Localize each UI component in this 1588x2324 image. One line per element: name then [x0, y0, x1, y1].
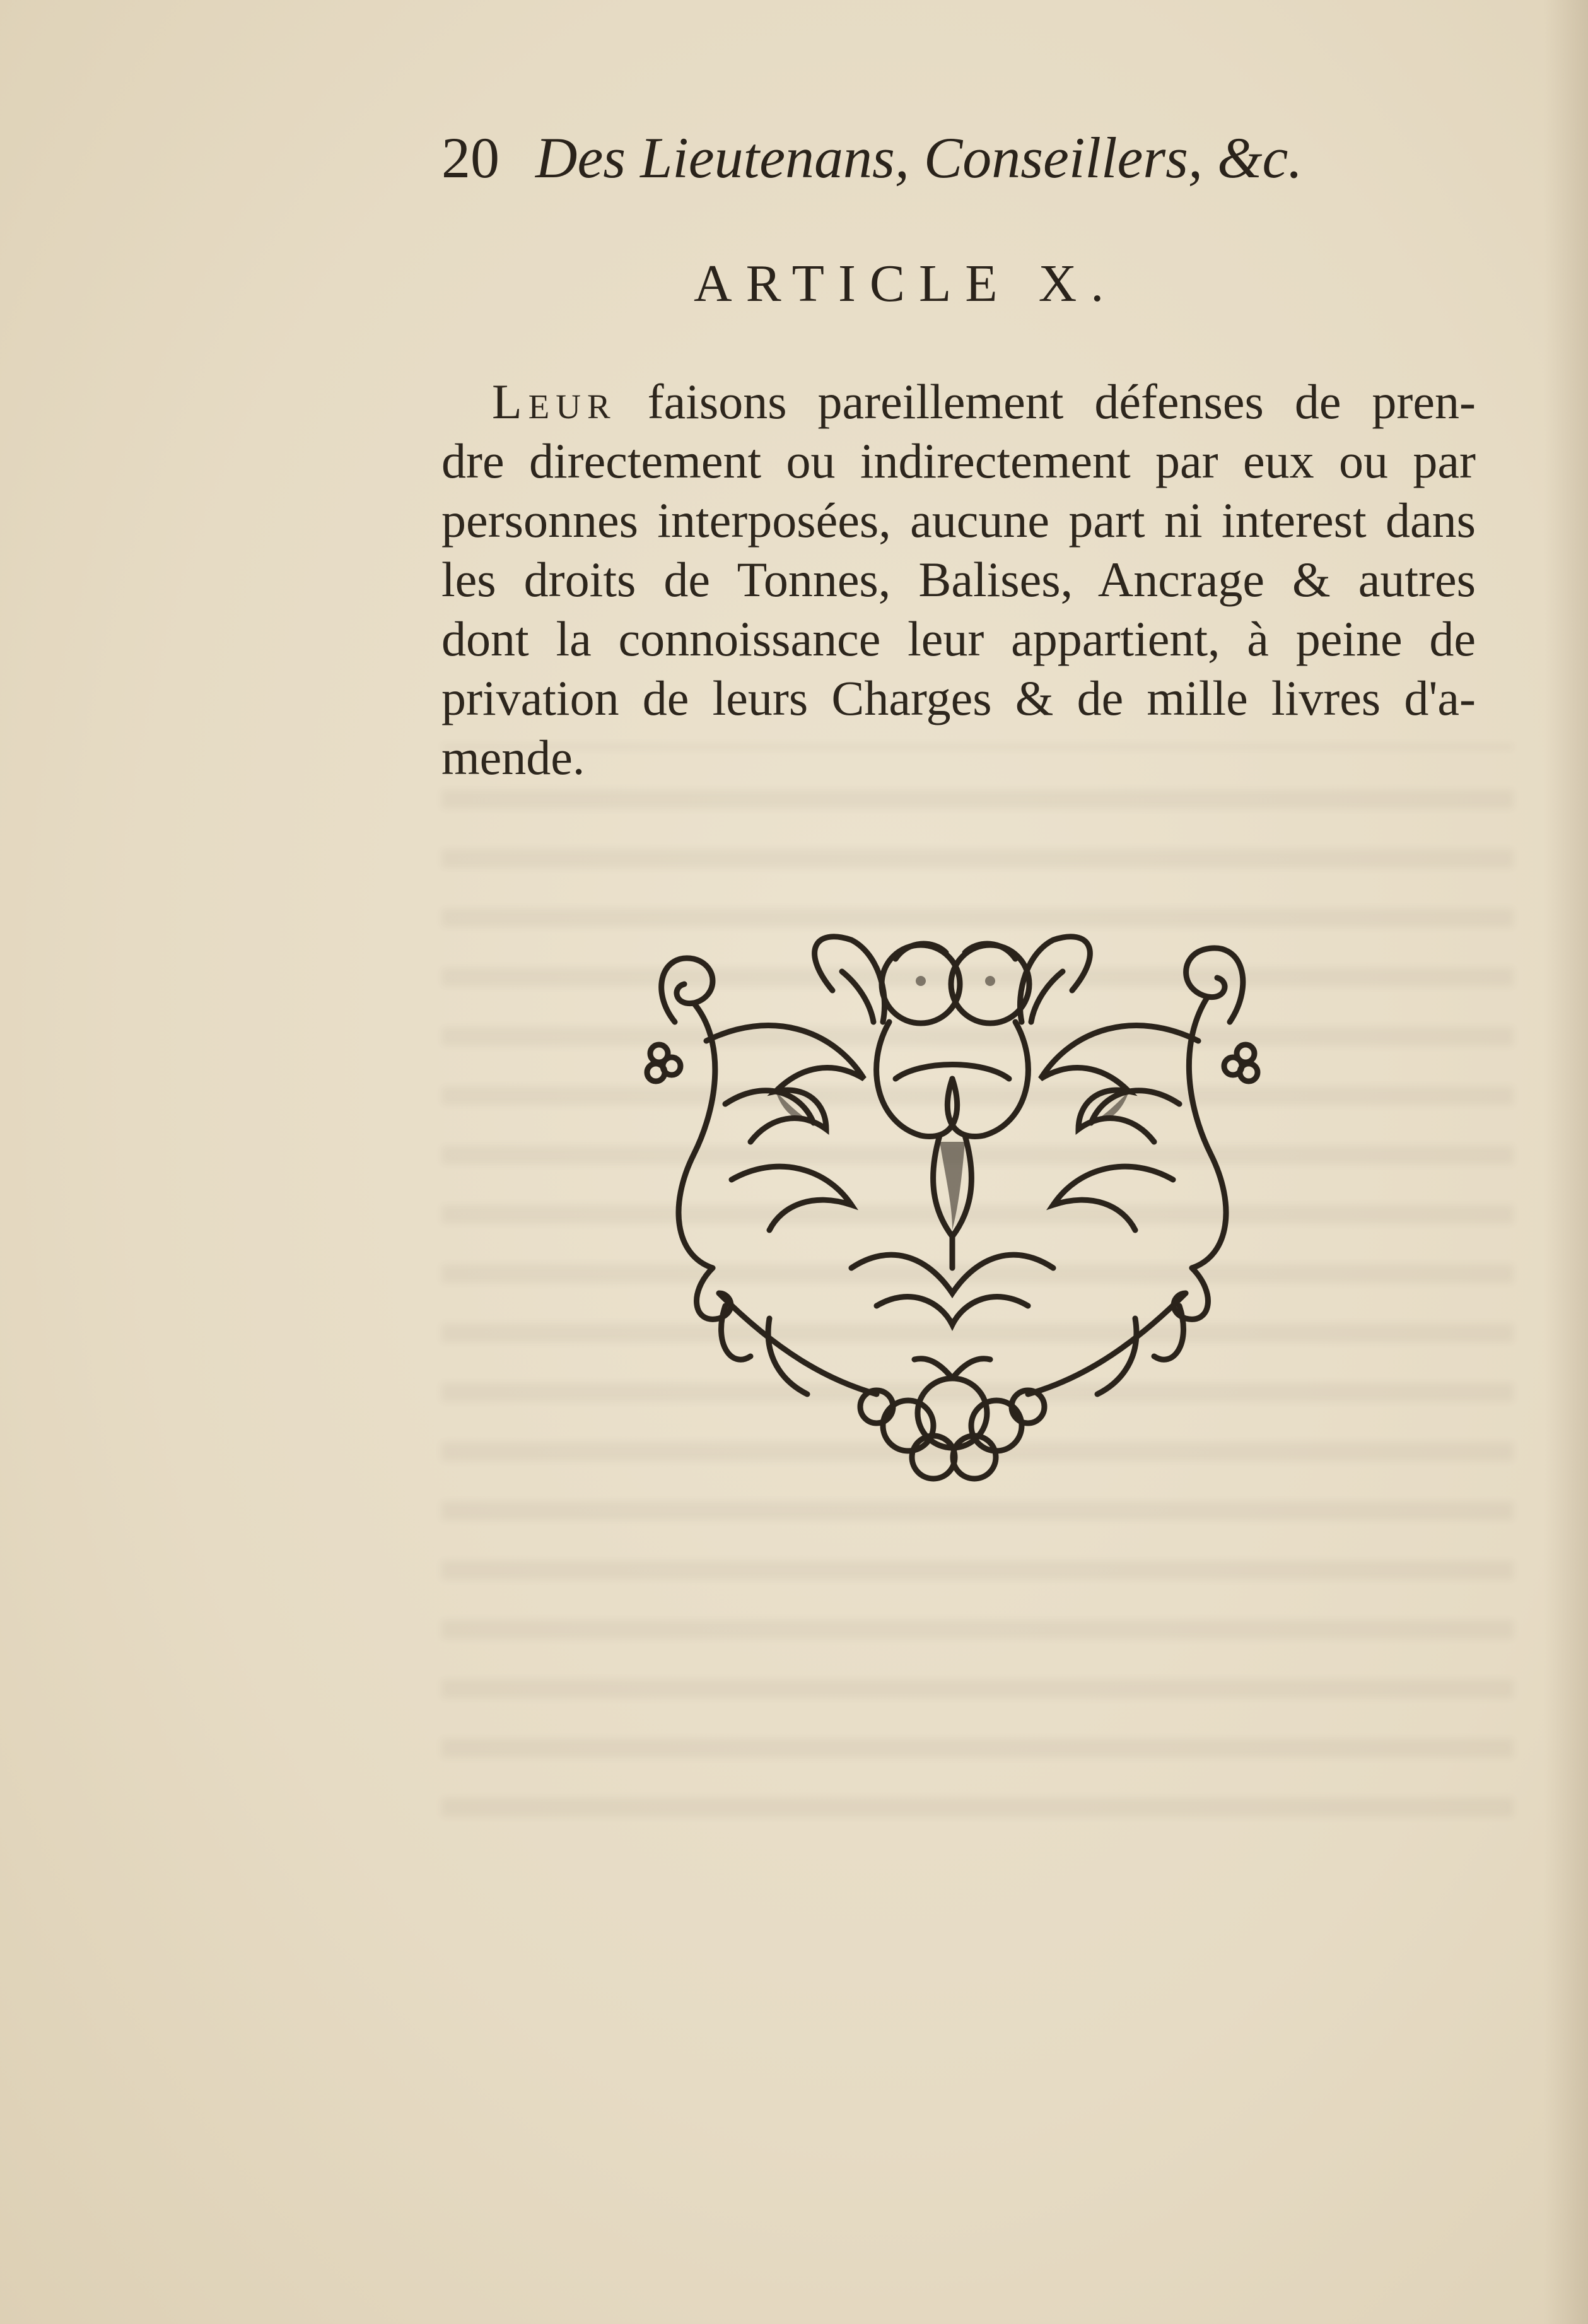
- line-1-text: faisons pareillement défenses de pren-: [647, 374, 1476, 429]
- text-line-7: mende.: [441, 730, 585, 785]
- text-line-6: privation de leurs Charges & de mille livres d'a-: [441, 671, 1476, 725]
- article-body: [441, 372, 1476, 787]
- page-number: 20: [441, 126, 499, 190]
- text-line-4: les droits de Tonnes, Balises, Ancrage & autres: [441, 552, 1476, 607]
- cherub-ornament-icon: [624, 915, 1280, 1501]
- text-line-2: dre directement ou indirectement par eux ou par: [441, 433, 1476, 488]
- text-line-5: dont la connoissance leur appartient, à peine de: [441, 611, 1476, 666]
- lead-word: Leur: [492, 374, 617, 429]
- running-title: Des Lieutenans, Conseillers, &c.: [535, 126, 1303, 190]
- page-edge-shadow: [1544, 0, 1588, 2324]
- text-line-3: personnes interposées, aucune part ni interest dans: [441, 493, 1476, 548]
- running-head: [441, 120, 1387, 196]
- article-heading: ARTICLE X.: [694, 254, 1118, 313]
- text-line-1: [441, 372, 1476, 431]
